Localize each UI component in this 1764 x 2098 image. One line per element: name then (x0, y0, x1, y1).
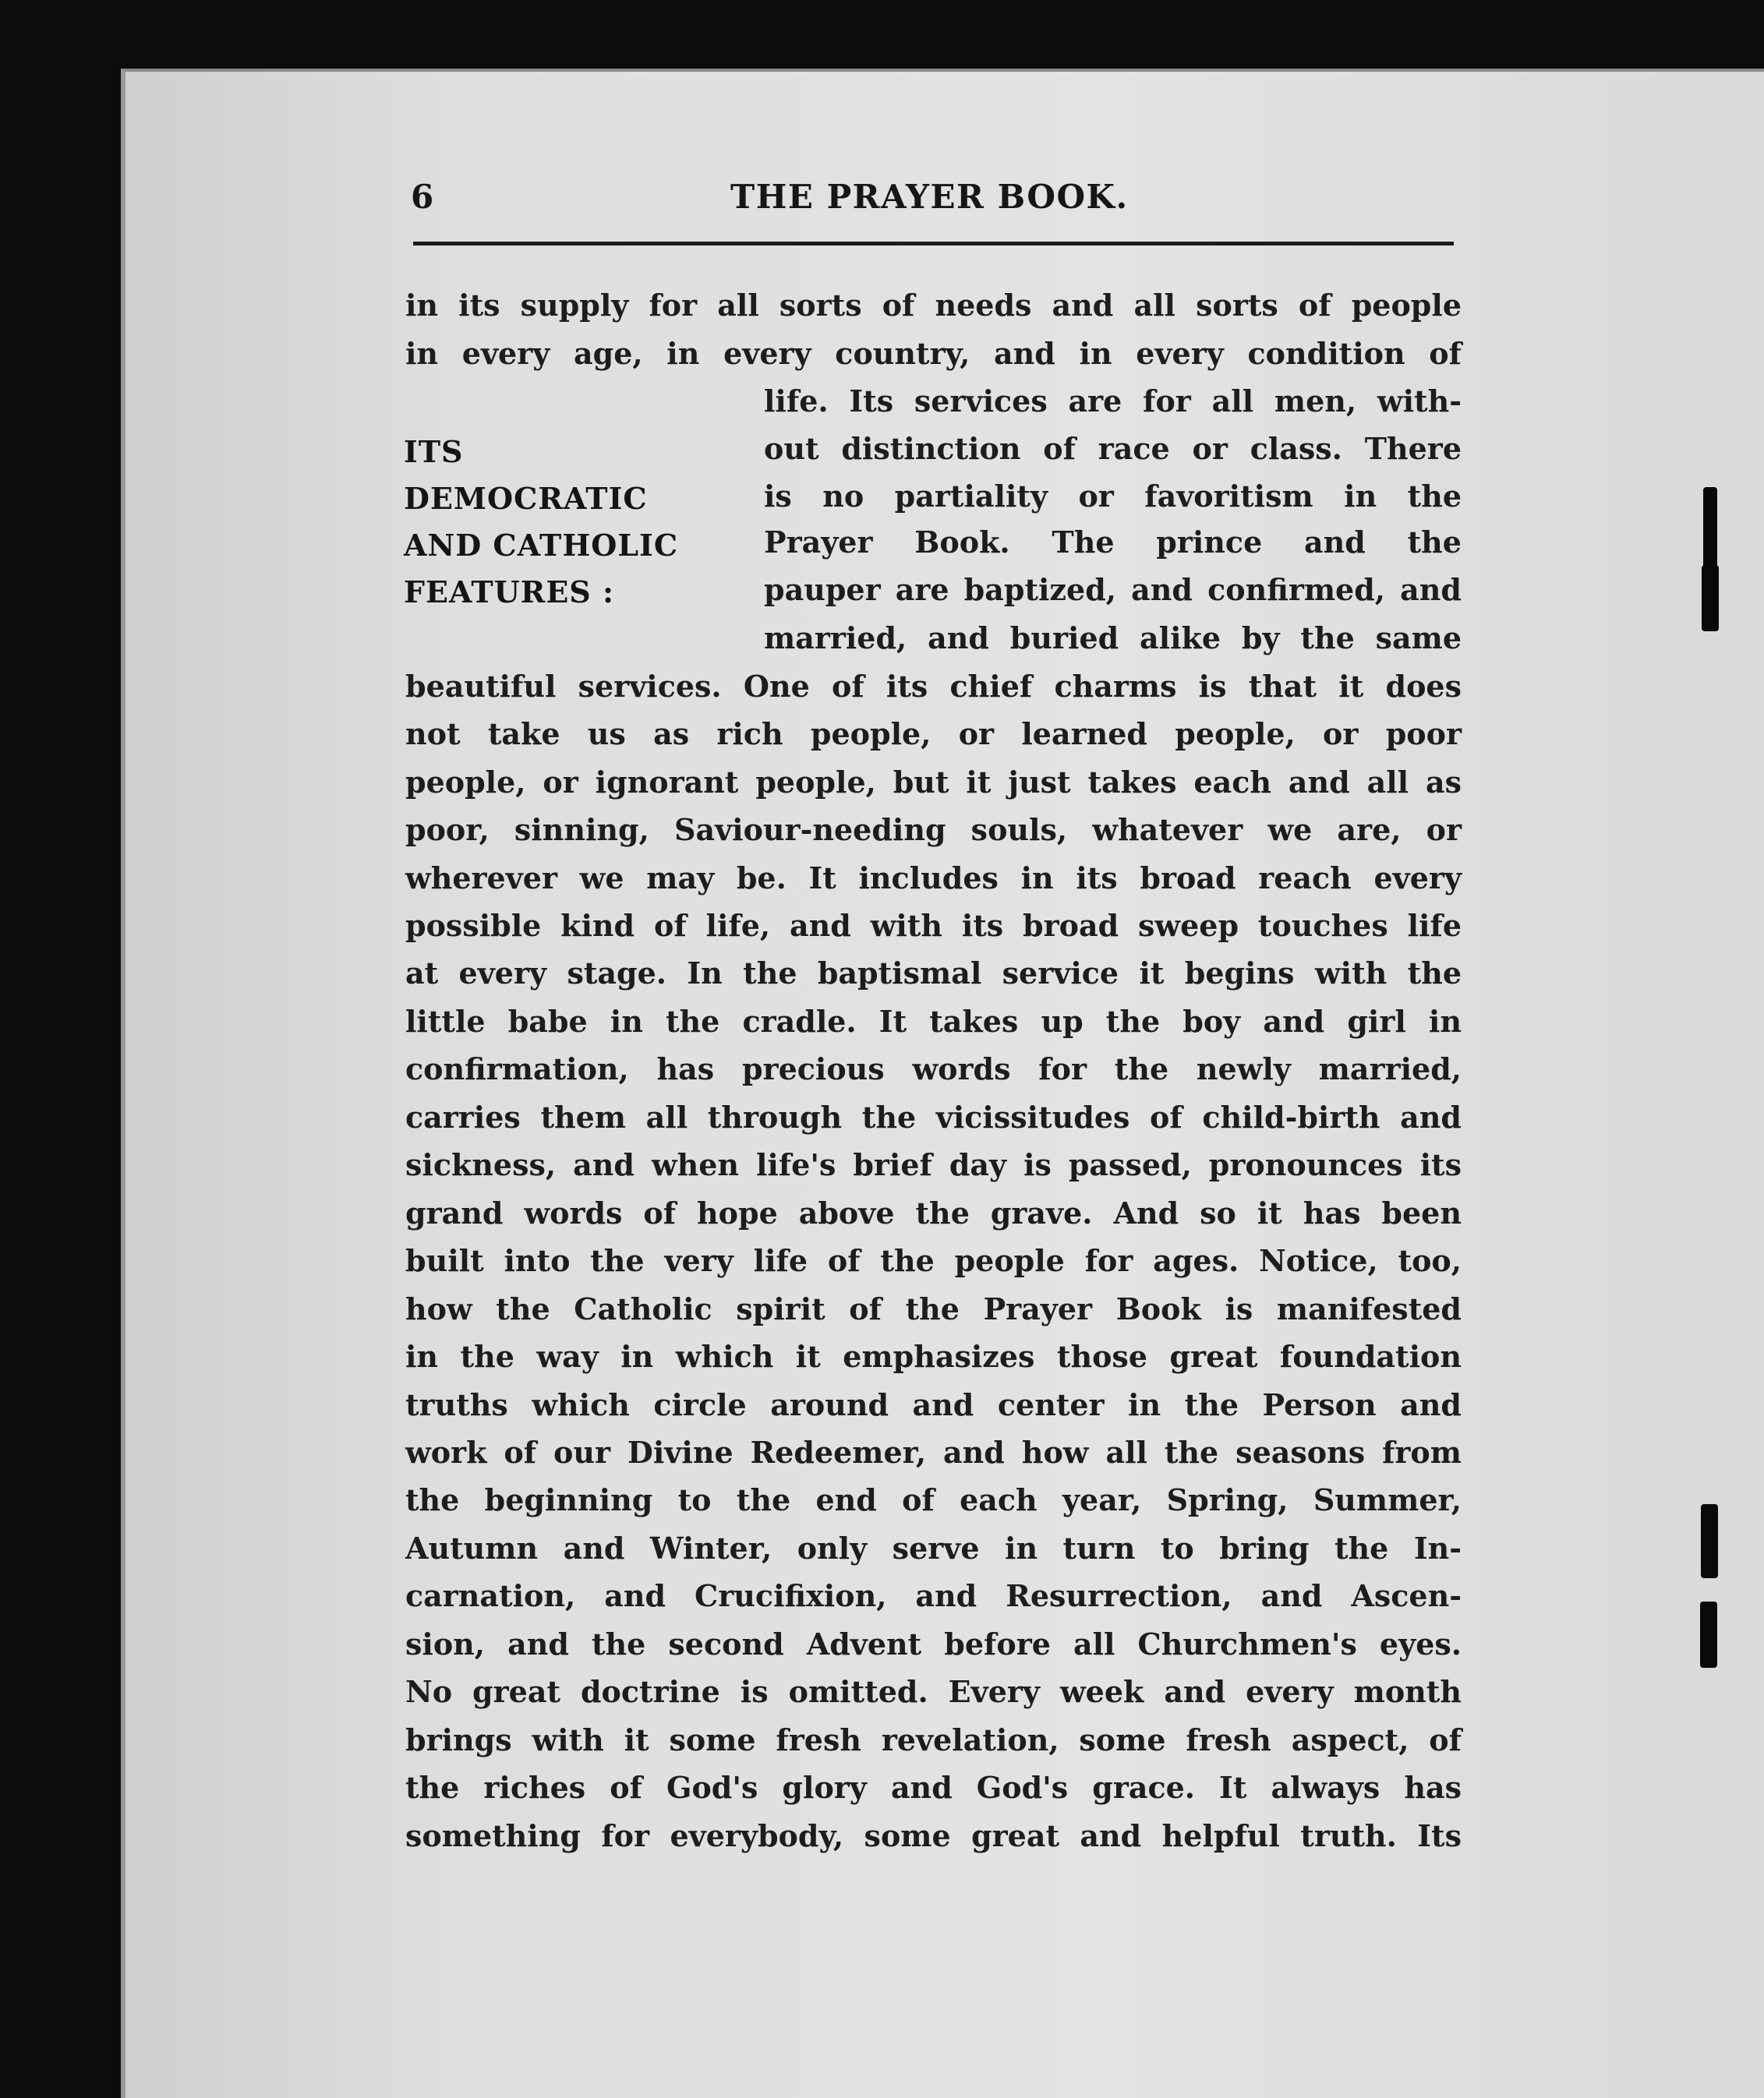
body-line: married, and buried alike by the same (764, 620, 1462, 655)
binding-mark (1701, 1504, 1718, 1578)
body-line: life. Its services are for all men, with- (764, 383, 1462, 419)
binding-mark (1703, 487, 1717, 573)
body-line: in its supply for all sorts of needs and all sorts of people (405, 288, 1462, 323)
body-line: wherever we may be. It includes in its broad reach every (405, 860, 1462, 895)
body-line: sion, and the second Advent before all Churchmen's eyes. (405, 1626, 1462, 1662)
body-line: built into the very life of the people for ages. Notice, too, (405, 1243, 1462, 1278)
body-line: grand words of hope above the grave. And so it has been (405, 1196, 1462, 1231)
header-rule (413, 242, 1454, 245)
body-line: confirmation, has precious words for the newly married, (405, 1051, 1462, 1086)
body-line: the beginning to the end of each year, Spring, Summer, (405, 1482, 1462, 1517)
side-heading (404, 429, 731, 616)
body-line: beautiful services. One of its chief charms is that it does (405, 669, 1462, 704)
body-line: carnation, and Crucifixion, and Resurrection, and Ascen- (405, 1578, 1462, 1613)
body-line: something for everybody, some great and helpful truth. Its (405, 1818, 1462, 1853)
side-heading-line: ITS (404, 434, 464, 469)
body-line: work of our Divine Redeemer, and how all the seasons from (405, 1435, 1462, 1470)
body-line: in the way in which it emphasizes those great foundation (405, 1339, 1462, 1374)
page-number: 6 (411, 178, 434, 216)
body-line: Autumn and Winter, only serve in turn to bring the In- (405, 1531, 1462, 1566)
body-line: pauper are baptized, and confirmed, and (764, 572, 1462, 607)
running-title: THE PRAYER BOOK. (730, 178, 1129, 216)
body-line: Prayer Book. The prince and the (764, 524, 1462, 560)
page-header (411, 178, 1455, 248)
body-line: possible kind of life, and with its broad sweep touches life (405, 908, 1462, 943)
body-line: little babe in the cradle. It takes up the boy and girl in (405, 1004, 1462, 1039)
body-line: carries them all through the vicissitudes of child-birth and (405, 1100, 1462, 1135)
body-line: truths which circle around and center in the Person and (405, 1387, 1462, 1422)
binding-mark (1700, 1602, 1717, 1668)
body-line: at every stage. In the baptismal service it begins with the (405, 955, 1462, 991)
body-line: sickness, and when life's brief day is passed, pronounces its (405, 1147, 1462, 1182)
side-heading-line: FEATURES : (404, 574, 615, 609)
body-line: poor, sinning, Saviour-needing souls, whatever we are, or (405, 812, 1462, 847)
body-line: people, or ignorant people, but it just takes each and all as (405, 765, 1462, 800)
side-heading-line: DEMOCRATIC (404, 481, 648, 516)
body-line: not take us as rich people, or learned people, or poor (405, 716, 1462, 751)
body-line: how the Catholic spirit of the Prayer Book is manifested (405, 1291, 1462, 1326)
binding-mark (1702, 565, 1719, 631)
side-heading-line: AND CATHOLIC (404, 528, 679, 563)
body-line: the riches of God's glory and God's grace. It always has (405, 1770, 1462, 1805)
body-line: in every age, in every country, and in every condition of (405, 336, 1462, 371)
body-line: out distinction of race or class. There (764, 431, 1462, 466)
body-line: is no partiality or favoritism in the (764, 479, 1462, 514)
body-line: brings with it some fresh revelation, some fresh aspect, of (405, 1722, 1462, 1757)
body-line: No great doctrine is omitted. Every week and every month (405, 1674, 1462, 1709)
